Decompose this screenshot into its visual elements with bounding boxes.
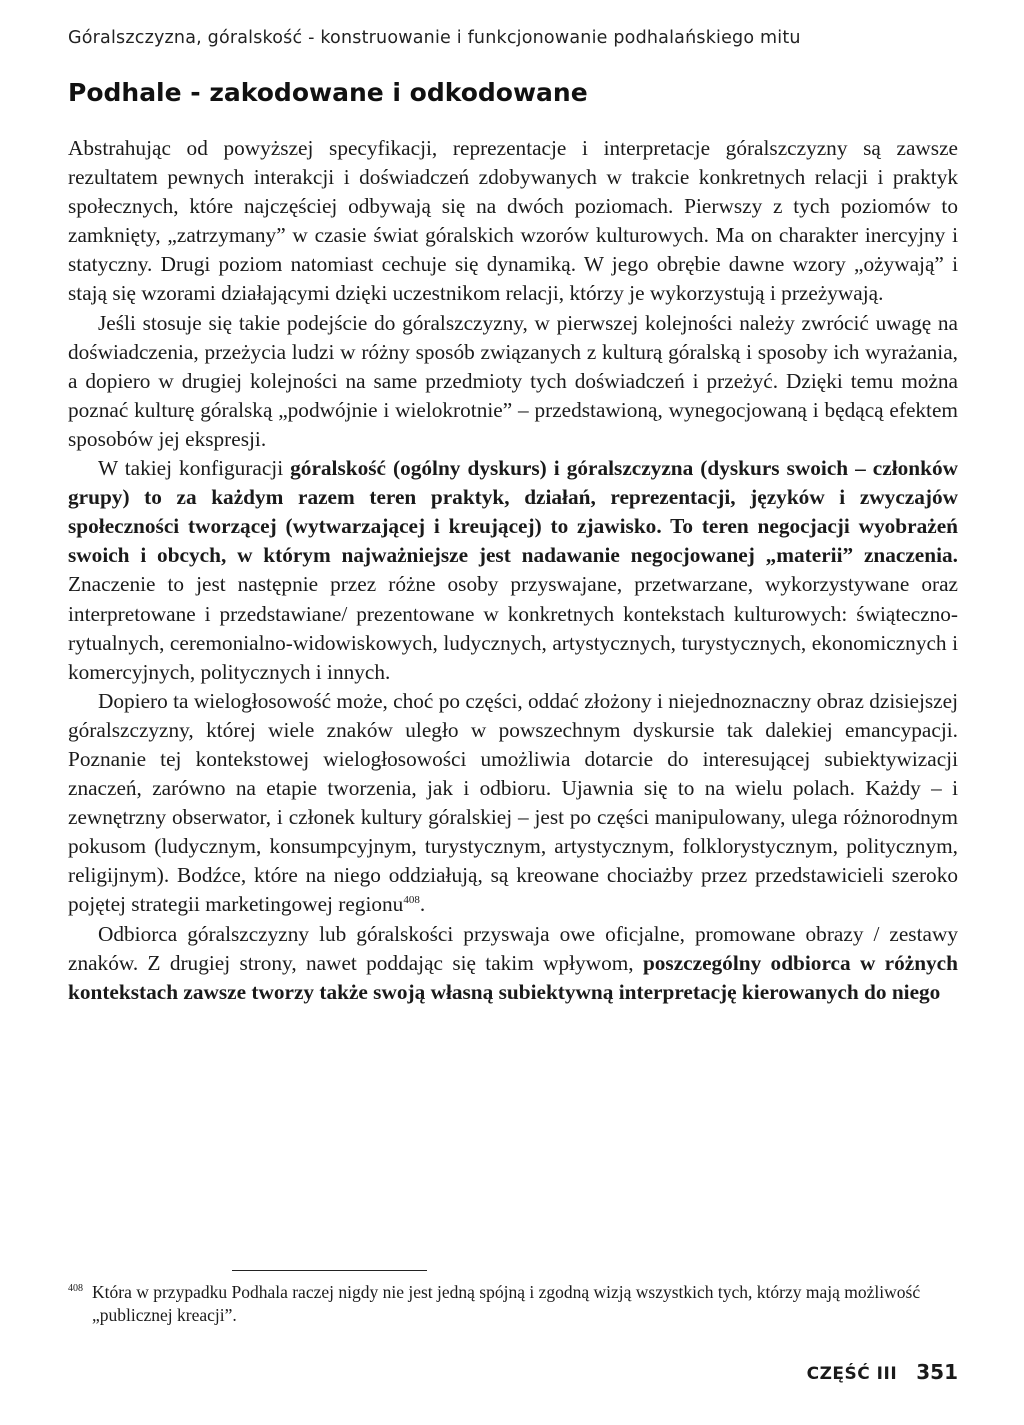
section-title: Podhale - zakodowane i odkodowane [68,78,588,107]
paragraph-3-bold: góralskość (ogólny dyskurs) i góralszczyzna (dyskurs swoich – członków grupy) to za każdym razem teren praktyk, działań, reprezentacji, języków i zwyczajów społeczności tworzącej (wytwarzającej i kreującej) to zjawisko. To teren negocjacji wyobrażeń swoich i obcych, w którym najważniejsze jest nadawanie negocjowanej „materii” znaczenia. [68,456,958,568]
page-footer [807,1360,958,1384]
paragraph-3-continued: Znaczenie to jest następnie przez różne osoby przyswajane, przetwarzane, wykorzystywane oraz interpretowane i przedstawiane/ prezentowane w konkretnych kontekstach kulturowych: świąteczno-rytualnych, ceremonialno-widowiskowych, ludycznych, artystycznych, turystycznych, ekonomicznych i komercyjnych, politycznych i innych. [68,572,958,684]
footnote-reference[interactable]: 408 [403,894,420,907]
footnote-text: Która w przypadku Podhala raczej nigdy nie jest jedną spójną i zgodną wizją wszystkich tych, którzy mają możliwość „publicznej kreacji”. [92,1282,921,1325]
paragraph-5-bold: poszczególny odbiorca w różnych kontekstach zawsze tworzy także swoją własną subiektywną interpretację kierowanych do niego [68,950,958,1004]
paragraph-4-text: Dopiero ta wielogłosowość może, choć po części, oddać złożony i niejednoznaczny obraz dzisiejszej góralszczyzny, której wiele znaków uległo w powszechnym dyskursie tak dalekiej emancypacji. Poznanie tej kontekstowej wielogłosowości umożliwia dotarcie do interesującej subiektywizacji znaczeń, zarówno na etapie tworzenia, jak i odbioru. Ujawnia się to na wielu polach. Każdy – i zewnętrzny obserwator, i członek kultury góralskiej – jest po części manipulowany, ulega różnorodnym pokusom (ludycznym, konsumpcyjnym, turystycznym, artystycznym, folklorystycznym, politycznym, religijnym). Bodźce, które na niego oddziałują, są kreowane chociażby przez przedstawicieli szeroko pojętej strategii marketingowej regionu [68,688,958,917]
part-label: CZĘŚĆ III [806,1364,898,1384]
paragraph-4-end: . [419,892,426,917]
running-header: Góralszczyzna, góralskość - konstruowanie i funkcjonowanie podhalańskiego mitu [68,28,801,48]
paragraph-2: Jeśli stosuje się takie podejście do góralszczyzny, w pierwszej kolejności należy zwrócić uwagę na doświadczenia, przeżycia ludzi w różny sposób związanych z kulturą góralską i sposoby ich wyrażania, a dopiero w drugiej kolejności na same przedmioty tych doświadczeń i przeżyć. Dzięki temu można poznać kulturę góralską „podwójnie i wielokrotnie” – przedstawioną, wynegocjowaną i będącą efektem sposobów jej ekspresji. [68,310,958,451]
body-text [68,134,958,1007]
paragraph-5-text: Odbiorca góralszczyzny lub góralskości przyswaja owe oficjalne, promowane obrazy / zestawy znaków. Z drugiej strony, nawet poddając się takim wpływom, [68,921,958,975]
page-number: 351 [916,1360,958,1384]
paragraph-4 [68,687,958,920]
paragraph-1: Abstrahując od powyższej specyfikacji, reprezentacje i interpretacje góralszczyzny są zawsze rezultatem pewnych interakcji i doświadczeń zdobywanych w trakcie konkretnych relacji i praktyk społecznych, które najczęściej odbywają się na dwóch poziomach. Pierwszy z tych poziomów to zamknięty, „zatrzymany” w czasie świat góralskich wzorów kulturowych. Ma on charakter inercyjny i statyczny. Drugi poziom natomiast cechuje się dynamiką. W jego obrębie dawne wzory „ożywają” i stają się wzorami działającymi dzięki uczestnikom relacji, którzy je wykorzystują i przeżywają. [68,136,958,306]
footnote-marker: 408 [68,1283,83,1294]
footnote-divider [232,1270,427,1271]
paragraph-3 [68,454,958,687]
paragraph-5 [68,920,958,1007]
paragraph-3-text: W takiej konfiguracji [98,456,291,481]
